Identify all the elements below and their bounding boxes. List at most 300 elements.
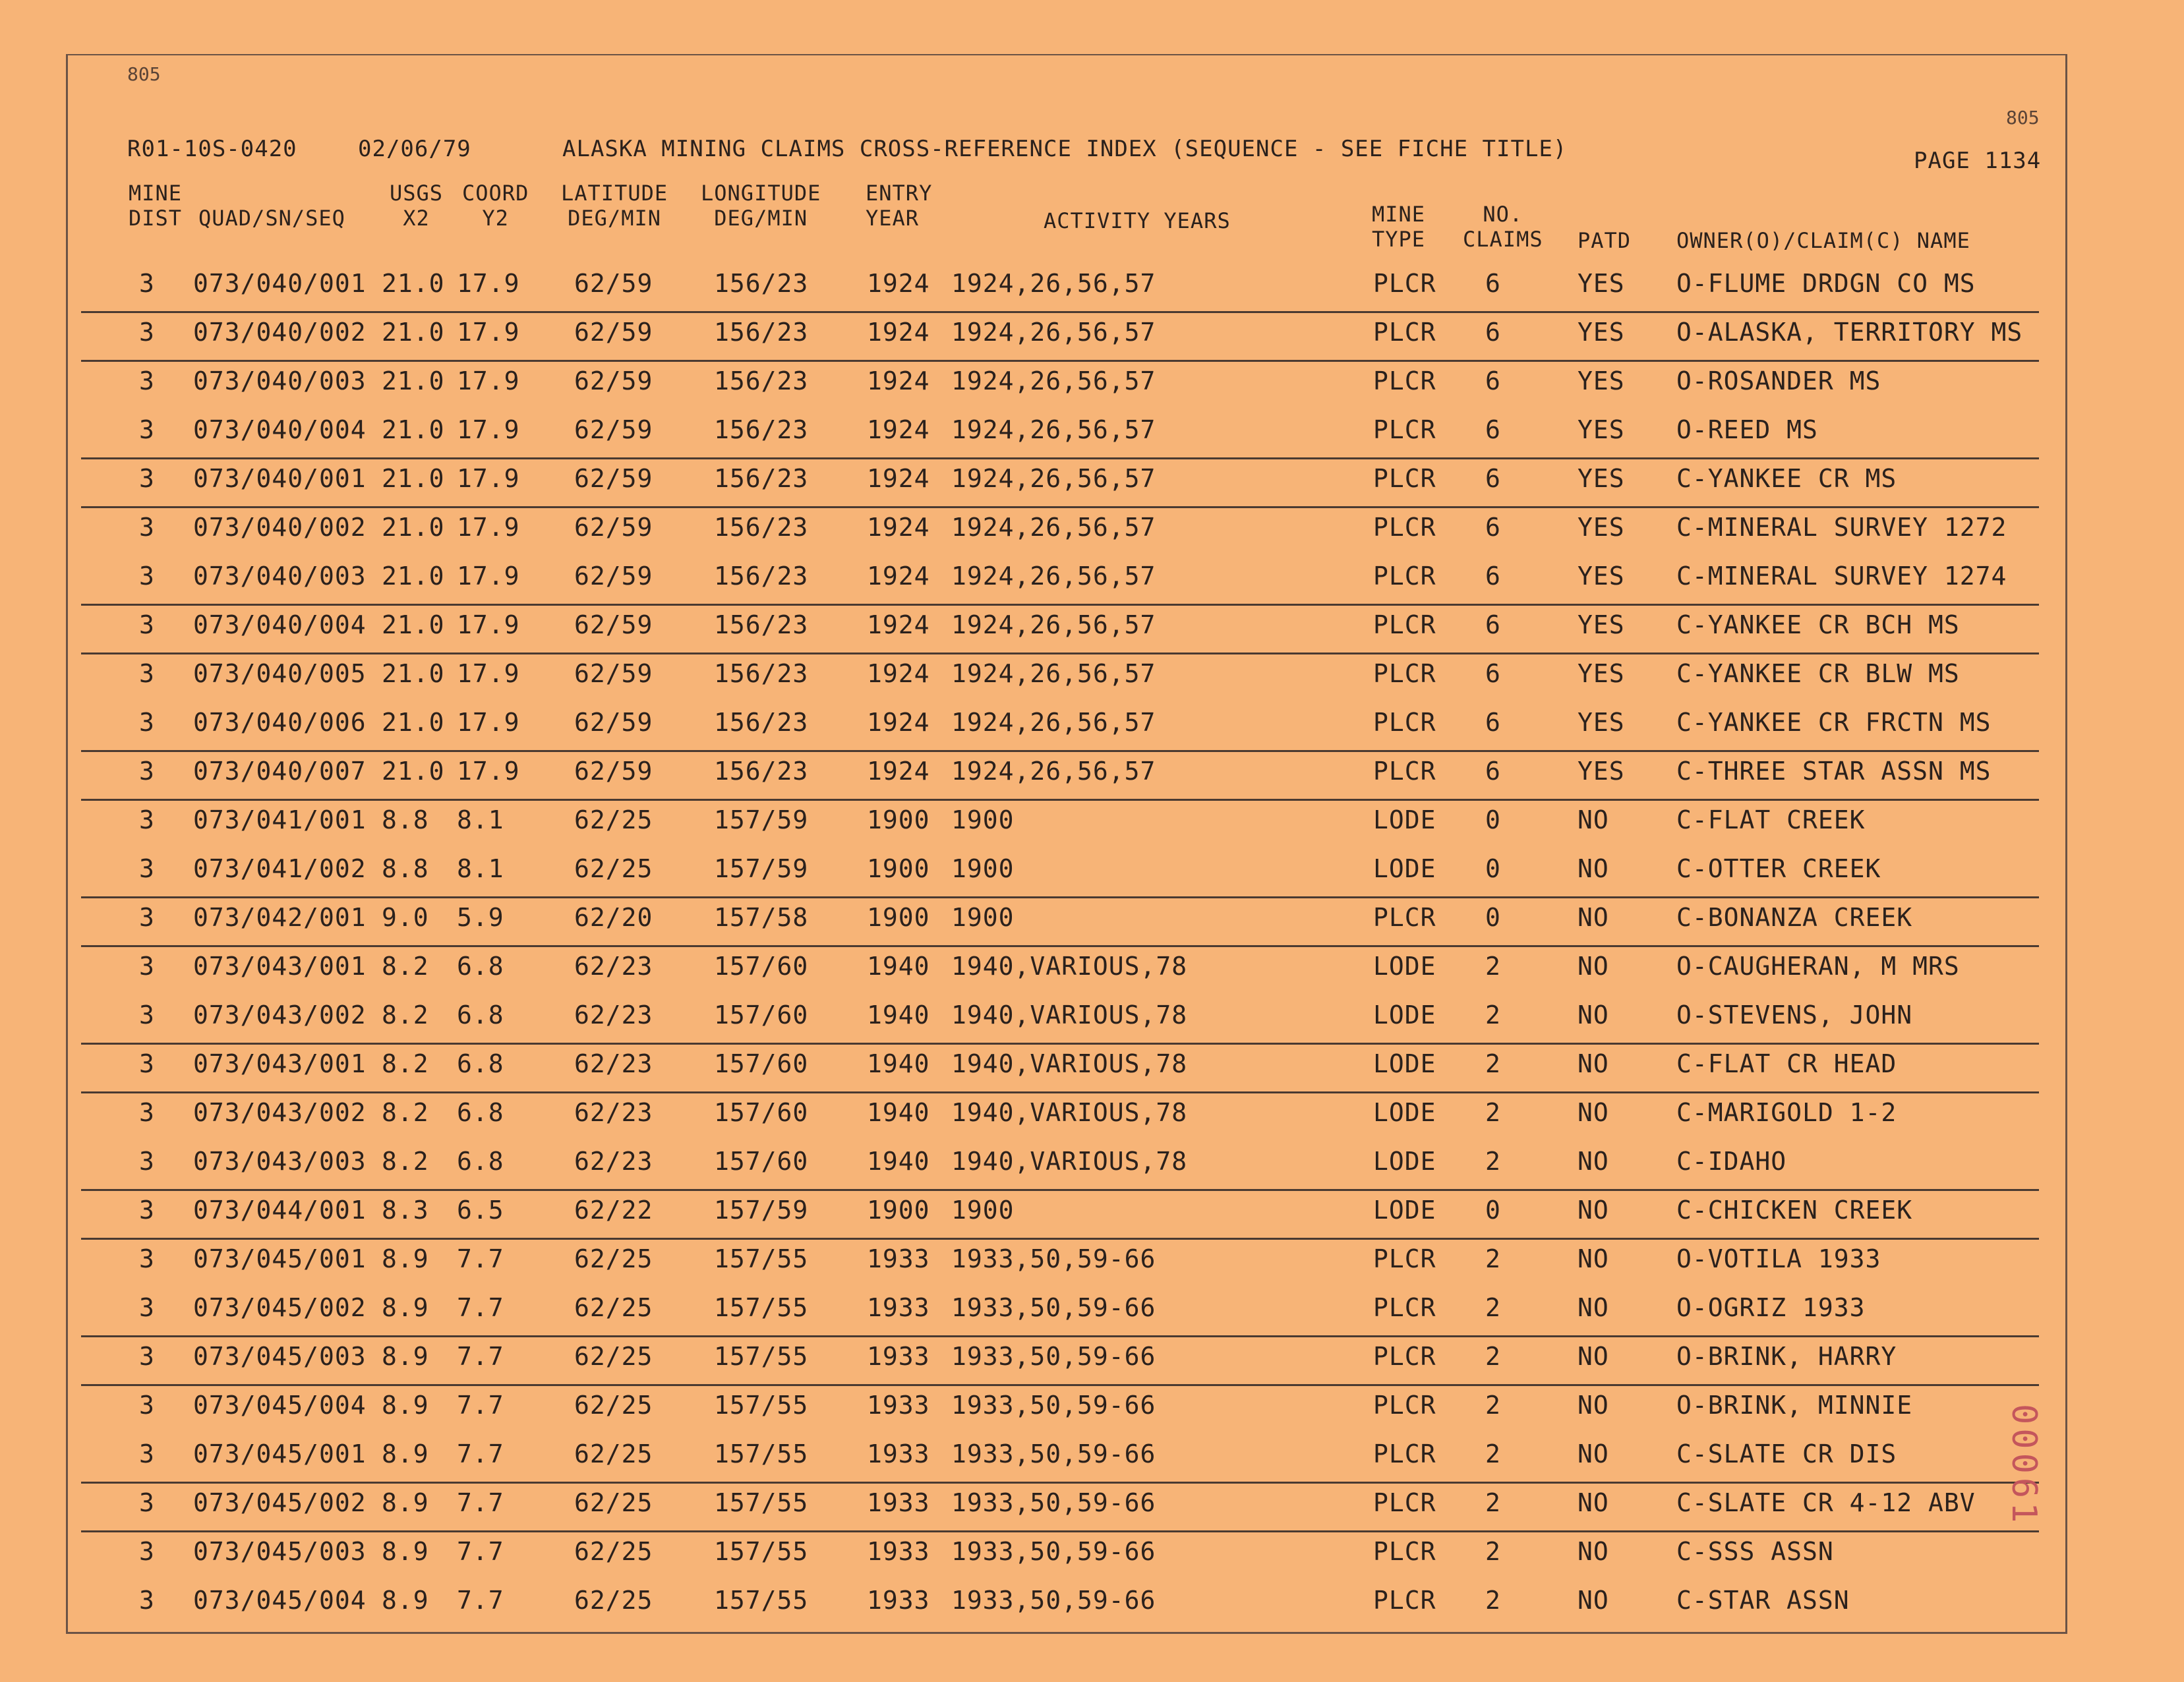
cell-mine-dist: 3 — [139, 1391, 155, 1420]
table-row — [68, 991, 2065, 1040]
cell-usgs-x2: 21.0 — [382, 708, 445, 737]
cell-longitude: 157/60 — [714, 1049, 809, 1078]
table-row — [68, 1235, 2065, 1284]
cell-activity-years: 1933,50,59-66 — [951, 1488, 1156, 1517]
cell-entry-year: 1933 — [867, 1342, 930, 1371]
cell-mine-type: LODE — [1373, 854, 1436, 883]
cell-no-claims: 2 — [1485, 1244, 1501, 1273]
cell-no-claims: 6 — [1485, 659, 1501, 688]
row-rule — [81, 896, 2039, 898]
cell-entry-year: 1940 — [867, 1098, 930, 1127]
cell-activity-years: 1924,26,56,57 — [951, 610, 1156, 639]
cell-mine-dist: 3 — [139, 562, 155, 591]
cell-longitude: 157/60 — [714, 1000, 809, 1030]
cell-mine-dist: 3 — [139, 464, 155, 493]
cell-coord-y2: 6.5 — [457, 1196, 504, 1225]
cell-patd: NO — [1578, 1439, 1609, 1468]
cell-mine-type: LODE — [1373, 1000, 1436, 1030]
cell-mine-dist: 3 — [139, 1537, 155, 1566]
cell-usgs-x2: 21.0 — [382, 757, 445, 786]
cell-entry-year: 1924 — [867, 415, 930, 444]
cell-patd: YES — [1578, 562, 1625, 591]
cell-usgs-x2: 8.9 — [382, 1342, 429, 1371]
cell-patd: NO — [1578, 805, 1609, 834]
cell-longitude: 156/23 — [714, 366, 809, 395]
cell-entry-year: 1933 — [867, 1439, 930, 1468]
cell-mine-type: PLCR — [1373, 562, 1436, 591]
cell-owner-claim-name: C-STAR ASSN — [1676, 1586, 1850, 1615]
cell-quad-sn-seq: 073/040/003 — [193, 562, 367, 591]
cell-latitude: 62/25 — [574, 1391, 653, 1420]
cell-mine-dist: 3 — [139, 1049, 155, 1078]
cell-latitude: 62/23 — [574, 1098, 653, 1127]
cell-patd: NO — [1578, 1098, 1609, 1127]
cell-coord-y2: 7.7 — [457, 1488, 504, 1517]
cell-latitude: 62/23 — [574, 1147, 653, 1176]
cell-mine-type: PLCR — [1373, 1537, 1436, 1566]
cell-mine-type: PLCR — [1373, 269, 1436, 298]
cell-quad-sn-seq: 073/045/004 — [193, 1391, 367, 1420]
cell-coord-y2: 7.7 — [457, 1342, 504, 1371]
cell-patd: NO — [1578, 1488, 1609, 1517]
table-row — [68, 650, 2065, 699]
cell-patd: YES — [1578, 464, 1625, 493]
cell-mine-type: PLCR — [1373, 1293, 1436, 1322]
table-row — [68, 1381, 2065, 1430]
cell-latitude: 62/25 — [574, 854, 653, 883]
cell-latitude: 62/25 — [574, 1586, 653, 1615]
cell-usgs-x2: 8.8 — [382, 805, 429, 834]
cell-mine-dist: 3 — [139, 513, 155, 542]
table-row — [68, 357, 2065, 406]
cell-usgs-x2: 21.0 — [382, 562, 445, 591]
cell-activity-years: 1924,26,56,57 — [951, 269, 1156, 298]
cell-quad-sn-seq: 073/040/006 — [193, 708, 367, 737]
table-row — [68, 1089, 2065, 1138]
cell-no-claims: 6 — [1485, 708, 1501, 737]
cell-usgs-x2: 21.0 — [382, 464, 445, 493]
cell-entry-year: 1933 — [867, 1391, 930, 1420]
cell-owner-claim-name: C-OTTER CREEK — [1676, 854, 1881, 883]
cell-no-claims: 6 — [1485, 464, 1501, 493]
table-row — [68, 552, 2065, 601]
cell-no-claims: 2 — [1485, 1439, 1501, 1468]
cell-entry-year: 1924 — [867, 318, 930, 347]
cell-coord-y2: 8.1 — [457, 805, 504, 834]
cell-latitude: 62/59 — [574, 610, 653, 639]
cell-patd: NO — [1578, 1342, 1609, 1371]
row-rule — [81, 1530, 2039, 1532]
cell-patd: NO — [1578, 1586, 1609, 1615]
cell-entry-year: 1933 — [867, 1586, 930, 1615]
cell-no-claims: 2 — [1485, 1147, 1501, 1176]
cell-mine-dist: 3 — [139, 366, 155, 395]
cell-entry-year: 1900 — [867, 1196, 930, 1225]
cell-mine-type: LODE — [1373, 1098, 1436, 1127]
header-owner-claim-name: OWNER(O)/CLAIM(C) NAME — [1676, 228, 1970, 253]
cell-latitude: 62/22 — [574, 1196, 653, 1225]
cell-mine-type: LODE — [1373, 1049, 1436, 1078]
cell-quad-sn-seq: 073/045/003 — [193, 1537, 367, 1566]
cell-patd: NO — [1578, 854, 1609, 883]
cell-usgs-x2: 21.0 — [382, 318, 445, 347]
cell-coord-y2: 8.1 — [457, 854, 504, 883]
cell-mine-type: PLCR — [1373, 1244, 1436, 1273]
row-rule — [81, 506, 2039, 508]
table-row — [68, 699, 2065, 747]
cell-mine-dist: 3 — [139, 1586, 155, 1615]
header-no-claims: NO. CLAIMS — [1463, 202, 1543, 252]
table-row — [68, 942, 2065, 991]
cell-activity-years: 1900 — [951, 903, 1015, 932]
table-row — [68, 1577, 2065, 1625]
cell-coord-y2: 17.9 — [457, 366, 520, 395]
cell-patd: NO — [1578, 1196, 1609, 1225]
cell-mine-dist: 3 — [139, 805, 155, 834]
cell-owner-claim-name: O-CAUGHERAN, M MRS — [1676, 952, 1960, 981]
cell-longitude: 156/23 — [714, 464, 809, 493]
cell-patd: NO — [1578, 1147, 1609, 1176]
cell-longitude: 156/23 — [714, 415, 809, 444]
cell-no-claims: 6 — [1485, 757, 1501, 786]
cell-no-claims: 2 — [1485, 1293, 1501, 1322]
table-row — [68, 260, 2065, 308]
cell-latitude: 62/23 — [574, 952, 653, 981]
header-longitude: LONGITUDE DEG/MIN — [701, 181, 821, 231]
cell-entry-year: 1924 — [867, 757, 930, 786]
cell-no-claims: 6 — [1485, 562, 1501, 591]
cell-usgs-x2: 8.8 — [382, 854, 429, 883]
cell-latitude: 62/23 — [574, 1049, 653, 1078]
cell-no-claims: 6 — [1485, 415, 1501, 444]
cell-no-claims: 2 — [1485, 1586, 1501, 1615]
cell-coord-y2: 7.7 — [457, 1439, 504, 1468]
cell-activity-years: 1933,50,59-66 — [951, 1293, 1156, 1322]
cell-quad-sn-seq: 073/044/001 — [193, 1196, 367, 1225]
cell-mine-type: PLCR — [1373, 366, 1436, 395]
cell-quad-sn-seq: 073/043/002 — [193, 1098, 367, 1127]
cell-usgs-x2: 21.0 — [382, 366, 445, 395]
cell-owner-claim-name: C-CHICKEN CREEK — [1676, 1196, 1913, 1225]
cell-longitude: 156/23 — [714, 659, 809, 688]
cell-quad-sn-seq: 073/040/002 — [193, 513, 367, 542]
cell-entry-year: 1924 — [867, 708, 930, 737]
cell-patd: NO — [1578, 1049, 1609, 1078]
cell-latitude: 62/25 — [574, 1342, 653, 1371]
cell-quad-sn-seq: 073/040/005 — [193, 659, 367, 688]
cell-usgs-x2: 21.0 — [382, 513, 445, 542]
cell-latitude: 62/59 — [574, 269, 653, 298]
cell-latitude: 62/25 — [574, 1537, 653, 1566]
row-rule — [81, 1482, 2039, 1484]
cell-mine-type: PLCR — [1373, 464, 1436, 493]
cell-longitude: 156/23 — [714, 708, 809, 737]
cell-usgs-x2: 21.0 — [382, 415, 445, 444]
row-rule — [81, 604, 2039, 606]
cell-patd: NO — [1578, 1244, 1609, 1273]
cell-longitude: 157/55 — [714, 1342, 809, 1371]
cell-mine-type: LODE — [1373, 1196, 1436, 1225]
cell-mine-dist: 3 — [139, 1342, 155, 1371]
cell-longitude: 156/23 — [714, 757, 809, 786]
header-mine-dist: MINE DIST — [129, 181, 183, 231]
cell-entry-year: 1900 — [867, 903, 930, 932]
cell-longitude: 156/23 — [714, 562, 809, 591]
cell-mine-dist: 3 — [139, 1098, 155, 1127]
header-quad: QUAD/SN/SEQ — [198, 206, 345, 231]
cell-longitude: 157/55 — [714, 1391, 809, 1420]
cell-quad-sn-seq: 073/040/002 — [193, 318, 367, 347]
cell-no-claims: 2 — [1485, 1391, 1501, 1420]
cell-activity-years: 1933,50,59-66 — [951, 1391, 1156, 1420]
cell-quad-sn-seq: 073/043/002 — [193, 1000, 367, 1030]
table-row — [68, 1040, 2065, 1089]
cell-mine-dist: 3 — [139, 610, 155, 639]
cell-mine-dist: 3 — [139, 1147, 155, 1176]
cell-coord-y2: 7.7 — [457, 1293, 504, 1322]
cell-latitude: 62/59 — [574, 318, 653, 347]
cell-latitude: 62/23 — [574, 1000, 653, 1030]
cell-entry-year: 1924 — [867, 464, 930, 493]
cell-entry-year: 1900 — [867, 854, 930, 883]
cell-mine-type: LODE — [1373, 1147, 1436, 1176]
cell-quad-sn-seq: 073/040/004 — [193, 415, 367, 444]
cell-usgs-x2: 21.0 — [382, 269, 445, 298]
cell-longitude: 157/60 — [714, 952, 809, 981]
cell-coord-y2: 17.9 — [457, 708, 520, 737]
cell-mine-dist: 3 — [139, 1488, 155, 1517]
cell-mine-type: PLCR — [1373, 903, 1436, 932]
cell-latitude: 62/59 — [574, 513, 653, 542]
cell-usgs-x2: 8.9 — [382, 1488, 429, 1517]
cell-mine-dist: 3 — [139, 1000, 155, 1030]
header-usgs: USGS X2 — [390, 181, 444, 231]
cell-entry-year: 1924 — [867, 269, 930, 298]
cell-no-claims: 2 — [1485, 1098, 1501, 1127]
cell-entry-year: 1933 — [867, 1537, 930, 1566]
cell-latitude: 62/59 — [574, 757, 653, 786]
cell-quad-sn-seq: 073/045/002 — [193, 1488, 367, 1517]
cell-patd: NO — [1578, 1000, 1609, 1030]
cell-latitude: 62/59 — [574, 366, 653, 395]
cell-usgs-x2: 21.0 — [382, 610, 445, 639]
cell-owner-claim-name: C-MINERAL SURVEY 1272 — [1676, 513, 2007, 542]
cell-no-claims: 6 — [1485, 318, 1501, 347]
cell-longitude: 157/55 — [714, 1244, 809, 1273]
cell-mine-dist: 3 — [139, 708, 155, 737]
cell-entry-year: 1933 — [867, 1293, 930, 1322]
cell-activity-years: 1900 — [951, 805, 1015, 834]
cell-mine-dist: 3 — [139, 415, 155, 444]
table-row — [68, 406, 2065, 455]
table-row — [68, 796, 2065, 845]
cell-usgs-x2: 8.2 — [382, 1049, 429, 1078]
cell-patd: YES — [1578, 610, 1625, 639]
cell-no-claims: 6 — [1485, 513, 1501, 542]
cell-activity-years: 1924,26,56,57 — [951, 659, 1156, 688]
cell-quad-sn-seq: 073/045/001 — [193, 1244, 367, 1273]
cell-entry-year: 1940 — [867, 1049, 930, 1078]
cell-no-claims: 6 — [1485, 610, 1501, 639]
table-row — [68, 1138, 2065, 1186]
cell-longitude: 157/55 — [714, 1439, 809, 1468]
cell-owner-claim-name: O-BRINK, MINNIE — [1676, 1391, 1913, 1420]
cell-mine-type: PLCR — [1373, 415, 1436, 444]
row-rule — [81, 1238, 2039, 1240]
cell-coord-y2: 17.9 — [457, 269, 520, 298]
cell-latitude: 62/25 — [574, 1488, 653, 1517]
row-rule — [81, 1043, 2039, 1045]
cell-activity-years: 1933,50,59-66 — [951, 1439, 1156, 1468]
cell-entry-year: 1940 — [867, 1147, 930, 1176]
cell-owner-claim-name: C-SSS ASSN — [1676, 1537, 1834, 1566]
cell-longitude: 157/55 — [714, 1488, 809, 1517]
cell-entry-year: 1924 — [867, 659, 930, 688]
cell-latitude: 62/25 — [574, 1439, 653, 1468]
cell-longitude: 157/60 — [714, 1147, 809, 1176]
cell-mine-type: PLCR — [1373, 659, 1436, 688]
row-rule — [81, 750, 2039, 752]
header-patd: PATD — [1578, 228, 1632, 253]
cell-usgs-x2: 8.2 — [382, 952, 429, 981]
cell-latitude: 62/59 — [574, 415, 653, 444]
cell-activity-years: 1900 — [951, 1196, 1015, 1225]
cell-mine-type: PLCR — [1373, 318, 1436, 347]
cell-coord-y2: 17.9 — [457, 318, 520, 347]
cell-activity-years: 1924,26,56,57 — [951, 757, 1156, 786]
cell-longitude: 157/59 — [714, 854, 809, 883]
cell-mine-dist: 3 — [139, 1196, 155, 1225]
cell-latitude: 62/20 — [574, 903, 653, 932]
cell-no-claims: 2 — [1485, 1488, 1501, 1517]
cell-coord-y2: 6.8 — [457, 1000, 504, 1030]
cell-patd: YES — [1578, 513, 1625, 542]
cell-owner-claim-name: O-ALASKA, TERRITORY MS — [1676, 318, 2023, 347]
cell-owner-claim-name: C-FLAT CREEK — [1676, 805, 1866, 834]
cell-no-claims: 0 — [1485, 805, 1501, 834]
cell-activity-years: 1940,VARIOUS,78 — [951, 1000, 1188, 1030]
cell-latitude: 62/59 — [574, 464, 653, 493]
cell-no-claims: 2 — [1485, 1537, 1501, 1566]
cell-mine-type: PLCR — [1373, 610, 1436, 639]
table-row — [68, 845, 2065, 894]
cell-activity-years: 1924,26,56,57 — [951, 464, 1156, 493]
cell-mine-dist: 3 — [139, 757, 155, 786]
cell-patd: NO — [1578, 1293, 1609, 1322]
table-row — [68, 1430, 2065, 1479]
cell-activity-years: 1940,VARIOUS,78 — [951, 952, 1188, 981]
cell-activity-years: 1924,26,56,57 — [951, 318, 1156, 347]
cell-no-claims: 2 — [1485, 952, 1501, 981]
row-rule — [81, 360, 2039, 362]
cell-coord-y2: 5.9 — [457, 903, 504, 932]
cell-longitude: 157/60 — [714, 1098, 809, 1127]
row-rule — [81, 652, 2039, 654]
cell-mine-type: PLCR — [1373, 1586, 1436, 1615]
cell-activity-years: 1940,VARIOUS,78 — [951, 1098, 1188, 1127]
cell-patd: YES — [1578, 318, 1625, 347]
cell-latitude: 62/59 — [574, 659, 653, 688]
cell-activity-years: 1924,26,56,57 — [951, 513, 1156, 542]
cell-longitude: 157/58 — [714, 903, 809, 932]
cell-usgs-x2: 8.9 — [382, 1244, 429, 1273]
row-rule — [81, 1091, 2039, 1093]
cell-owner-claim-name: C-YANKEE CR BCH MS — [1676, 610, 1960, 639]
fiche-stamp: 00061 — [2004, 1404, 2044, 1527]
cell-usgs-x2: 21.0 — [382, 659, 445, 688]
cell-usgs-x2: 8.2 — [382, 1098, 429, 1127]
row-rule — [81, 311, 2039, 313]
cell-quad-sn-seq: 073/045/002 — [193, 1293, 367, 1322]
table-row — [68, 1186, 2065, 1235]
cell-entry-year: 1924 — [867, 562, 930, 591]
cell-latitude: 62/59 — [574, 562, 653, 591]
cell-quad-sn-seq: 073/040/007 — [193, 757, 367, 786]
cell-mine-dist: 3 — [139, 1439, 155, 1468]
cell-owner-claim-name: C-YANKEE CR FRCTN MS — [1676, 708, 1992, 737]
cell-owner-claim-name: C-FLAT CR HEAD — [1676, 1049, 1897, 1078]
cell-mine-type: PLCR — [1373, 1391, 1436, 1420]
cell-coord-y2: 6.8 — [457, 1049, 504, 1078]
cell-usgs-x2: 8.9 — [382, 1439, 429, 1468]
cell-longitude: 156/23 — [714, 610, 809, 639]
cell-latitude: 62/25 — [574, 1293, 653, 1322]
cell-owner-claim-name: O-OGRIZ 1933 — [1676, 1293, 1866, 1322]
cell-entry-year: 1940 — [867, 952, 930, 981]
cell-no-claims: 2 — [1485, 1342, 1501, 1371]
cell-owner-claim-name: C-MARIGOLD 1-2 — [1676, 1098, 1897, 1127]
header-mine-type: MINE TYPE — [1372, 202, 1426, 252]
cell-coord-y2: 7.7 — [457, 1391, 504, 1420]
cell-owner-claim-name: C-IDAHO — [1676, 1147, 1787, 1176]
table-row — [68, 601, 2065, 650]
cell-activity-years: 1924,26,56,57 — [951, 415, 1156, 444]
cell-usgs-x2: 8.9 — [382, 1586, 429, 1615]
cell-coord-y2: 6.8 — [457, 1147, 504, 1176]
table-row — [68, 747, 2065, 796]
cell-latitude: 62/25 — [574, 1244, 653, 1273]
cell-entry-year: 1900 — [867, 805, 930, 834]
cell-activity-years: 1933,50,59-66 — [951, 1342, 1156, 1371]
cell-activity-years: 1933,50,59-66 — [951, 1586, 1156, 1615]
cell-patd: YES — [1578, 415, 1625, 444]
corner-label-top-left: 805 — [127, 63, 161, 85]
cell-quad-sn-seq: 073/040/001 — [193, 464, 367, 493]
cell-no-claims: 0 — [1485, 903, 1501, 932]
cell-mine-type: PLCR — [1373, 513, 1436, 542]
cell-entry-year: 1933 — [867, 1488, 930, 1517]
cell-longitude: 156/23 — [714, 269, 809, 298]
cell-coord-y2: 7.7 — [457, 1244, 504, 1273]
cell-owner-claim-name: O-REED MS — [1676, 415, 1818, 444]
cell-no-claims: 2 — [1485, 1000, 1501, 1030]
cell-patd: YES — [1578, 757, 1625, 786]
cell-quad-sn-seq: 073/041/001 — [193, 805, 367, 834]
cell-coord-y2: 17.9 — [457, 659, 520, 688]
report-title: ALASKA MINING CLAIMS CROSS-REFERENCE INDEX (SEQUENCE - SEE FICHE TITLE) — [562, 136, 1568, 162]
cell-quad-sn-seq: 073/040/001 — [193, 269, 367, 298]
cell-mine-type: PLCR — [1373, 757, 1436, 786]
row-rule — [81, 945, 2039, 947]
cell-mine-dist: 3 — [139, 1293, 155, 1322]
table-row — [68, 1479, 2065, 1528]
cell-quad-sn-seq: 073/045/003 — [193, 1342, 367, 1371]
cell-longitude: 157/59 — [714, 805, 809, 834]
cell-quad-sn-seq: 073/042/001 — [193, 903, 367, 932]
cell-coord-y2: 7.7 — [457, 1537, 504, 1566]
header-latitude: LATITUDE DEG/MIN — [561, 181, 668, 231]
cell-activity-years: 1900 — [951, 854, 1015, 883]
